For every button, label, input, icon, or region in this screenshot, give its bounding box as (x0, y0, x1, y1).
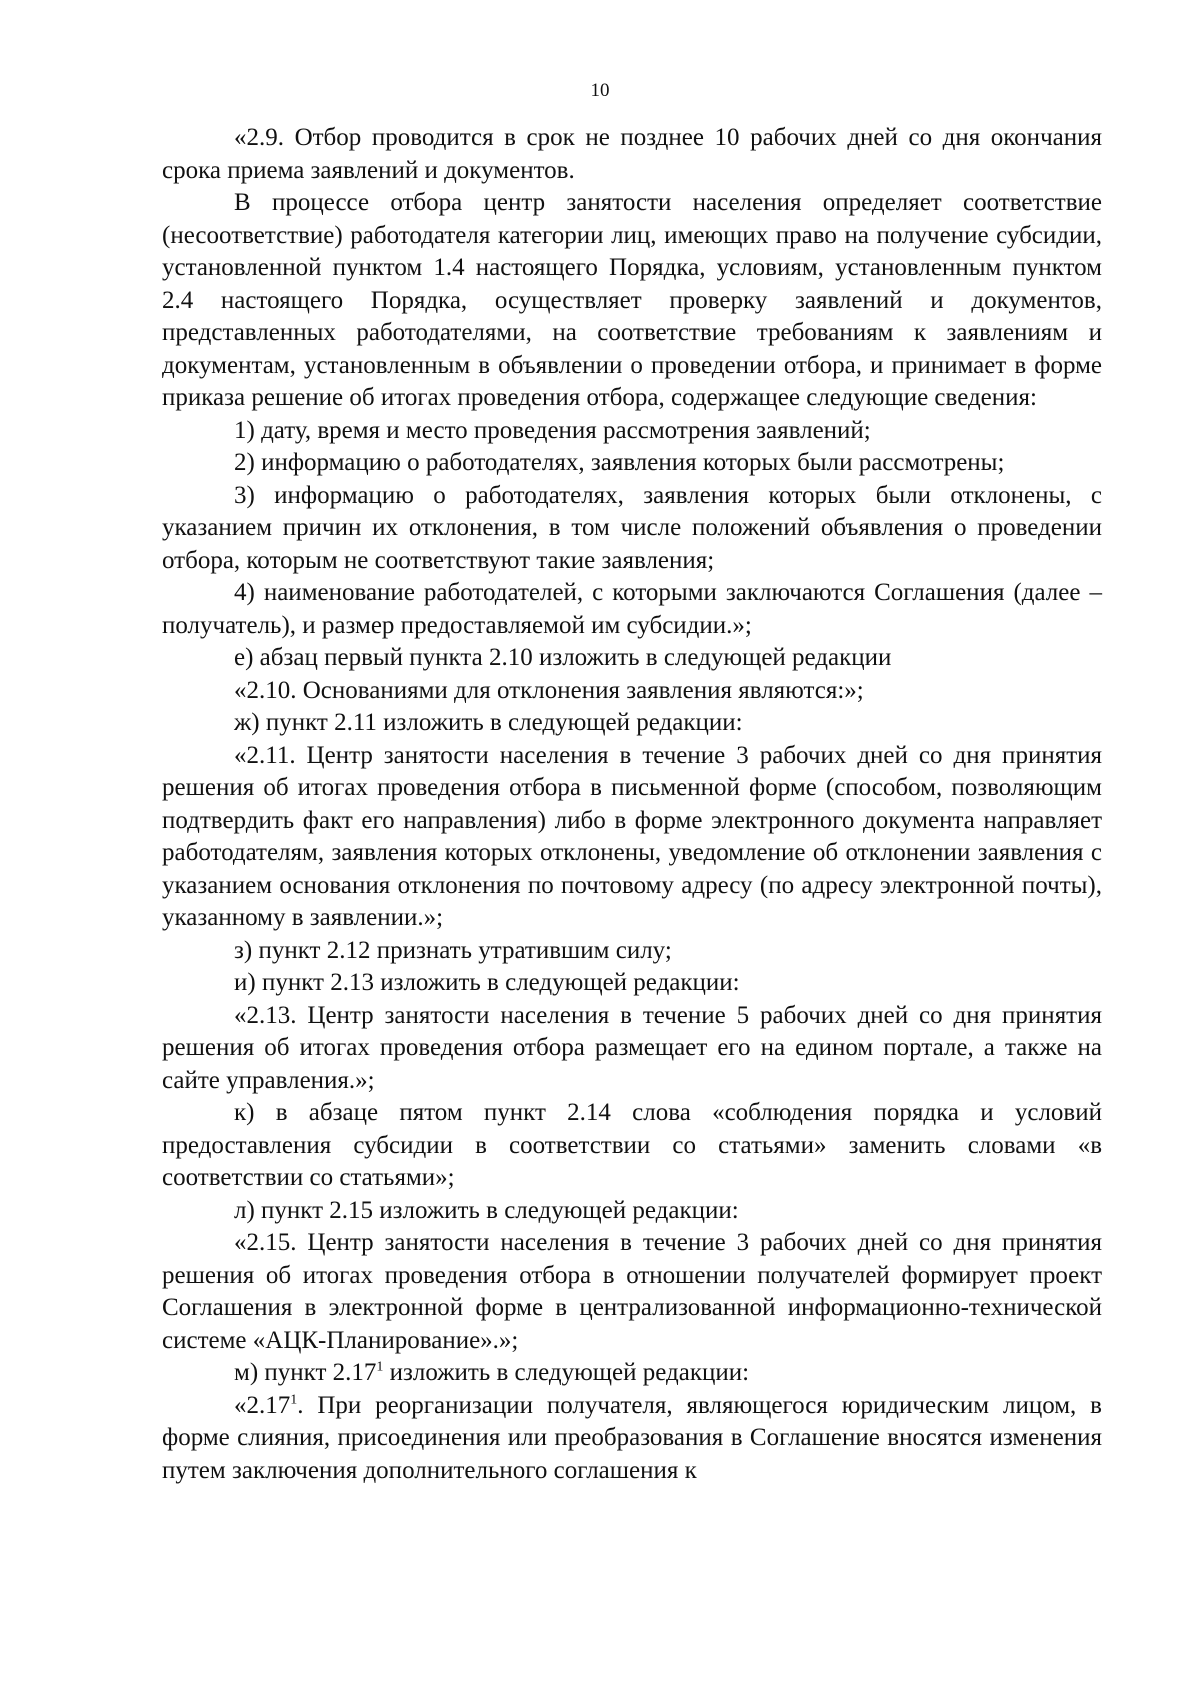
paragraph-2-9: «2.9. Отбор проводится в срок не позднее 10 рабочих дней со дня окончания срока приема заявлений и документов. (162, 124, 1102, 184)
document-body (162, 122, 1102, 1487)
paragraph-2-17-1-start: «2.17 (234, 1391, 291, 1419)
paragraph-2-17-1 (162, 1390, 1102, 1488)
paragraph-z: з) пункт 2.12 признать утратившим силу; (234, 936, 672, 964)
list-item-1: 1) дату, время и место проведения рассмотрения заявлений; (234, 416, 871, 444)
paragraph-selection-process: В процессе отбора центр занятости населения определяет соответствие (несоответствие) работодателя категории лиц, имеющих право на получение субсидии, установленной пунктом 1.4 настоящего Порядка, условиям, установленным пунктом 2.4 настоящего Порядка, осуществляет проверку заявлений и документов, представленных работодателями, на соответствие требованиям к заявлениям и документам, установленным в объявлении о проведении отбора, и принимает в форме приказа решение об итогах проведения отбора, содержащее следующие сведения: (162, 189, 1102, 411)
paragraph-m-text: м) пункт 2.17 (234, 1359, 377, 1386)
paragraph-2-10: «2.10. Основаниями для отклонения заявления являются:»; (234, 676, 864, 704)
list-item-4: 4) наименование работодателей, с которыми заключаются Соглашения (далее – получатель), и размер предоставляемой им субсидии.»; (162, 579, 1102, 639)
paragraph-e: е) абзац первый пункта 2.10 изложить в следующей редакции (234, 644, 892, 671)
paragraph-m-rest: изложить в следующей редакции: (383, 1359, 750, 1386)
list-item-2: 2) информацию о работодателях, заявления которых были рассмотрены; (234, 449, 1005, 476)
paragraph-l: л) пункт 2.15 изложить в следующей редакции: (234, 1196, 739, 1224)
paragraph-k: к) в абзаце пятом пункт 2.14 слова «соблюдения порядка и условий предоставления субсидии в соответствии со статьями» заменить словами «в соответствии со статьями»; (162, 1099, 1102, 1191)
superscript-mark: 1 (290, 1392, 298, 1408)
paragraph-2-17-1-rest: . При реорганизации получателя, являющегося юридическим лицом, в форме слияния, присоединения или преобразования в Соглашение вносятся изменения путем заключения дополнительного соглашения к (162, 1391, 1102, 1484)
paragraph-2-15: «2.15. Центр занятости населения в течение 3 рабочих дней со дня принятия решения об итогах проведения отбора в отношении получателей формирует проект Соглашения в электронной форме в централизованной информационно-технической системе «АЦК-Планирование».»; (162, 1229, 1102, 1354)
list-item-3: 3) информацию о работодателях, заявления которых были отклонены, с указанием причин их отклонения, в том числе положений объявления о проведении отбора, которым не соответствуют такие заявления; (162, 481, 1102, 574)
superscript-mark: 1 (376, 1359, 384, 1375)
paragraph-i: и) пункт 2.13 изложить в следующей редакции: (234, 969, 740, 996)
paragraph-2-11: «2.11. Центр занятости населения в течение 3 рабочих дней со дня принятия решения об итогах проведения отбора в письменной форме (способом, позволяющим подтвердить факт его направления) либо в форме электронного документа направляет работодателям, заявления которых отклонены, уведомление об отклонении заявления с указанием основания отклонения по почтовому адресу (по адресу электронной почты), указанному в заявлении.»; (162, 741, 1102, 931)
page-number: 10 (590, 80, 610, 101)
paragraph-m (162, 1357, 1102, 1390)
paragraph-zh: ж) пункт 2.11 изложить в следующей редакции: (234, 709, 743, 736)
paragraph-2-13: «2.13. Центр занятости населения в течение 5 рабочих дней со дня принятия решения об итогах проведения отбора размещает его на едином портале, а также на сайте управления.»; (162, 1001, 1102, 1094)
